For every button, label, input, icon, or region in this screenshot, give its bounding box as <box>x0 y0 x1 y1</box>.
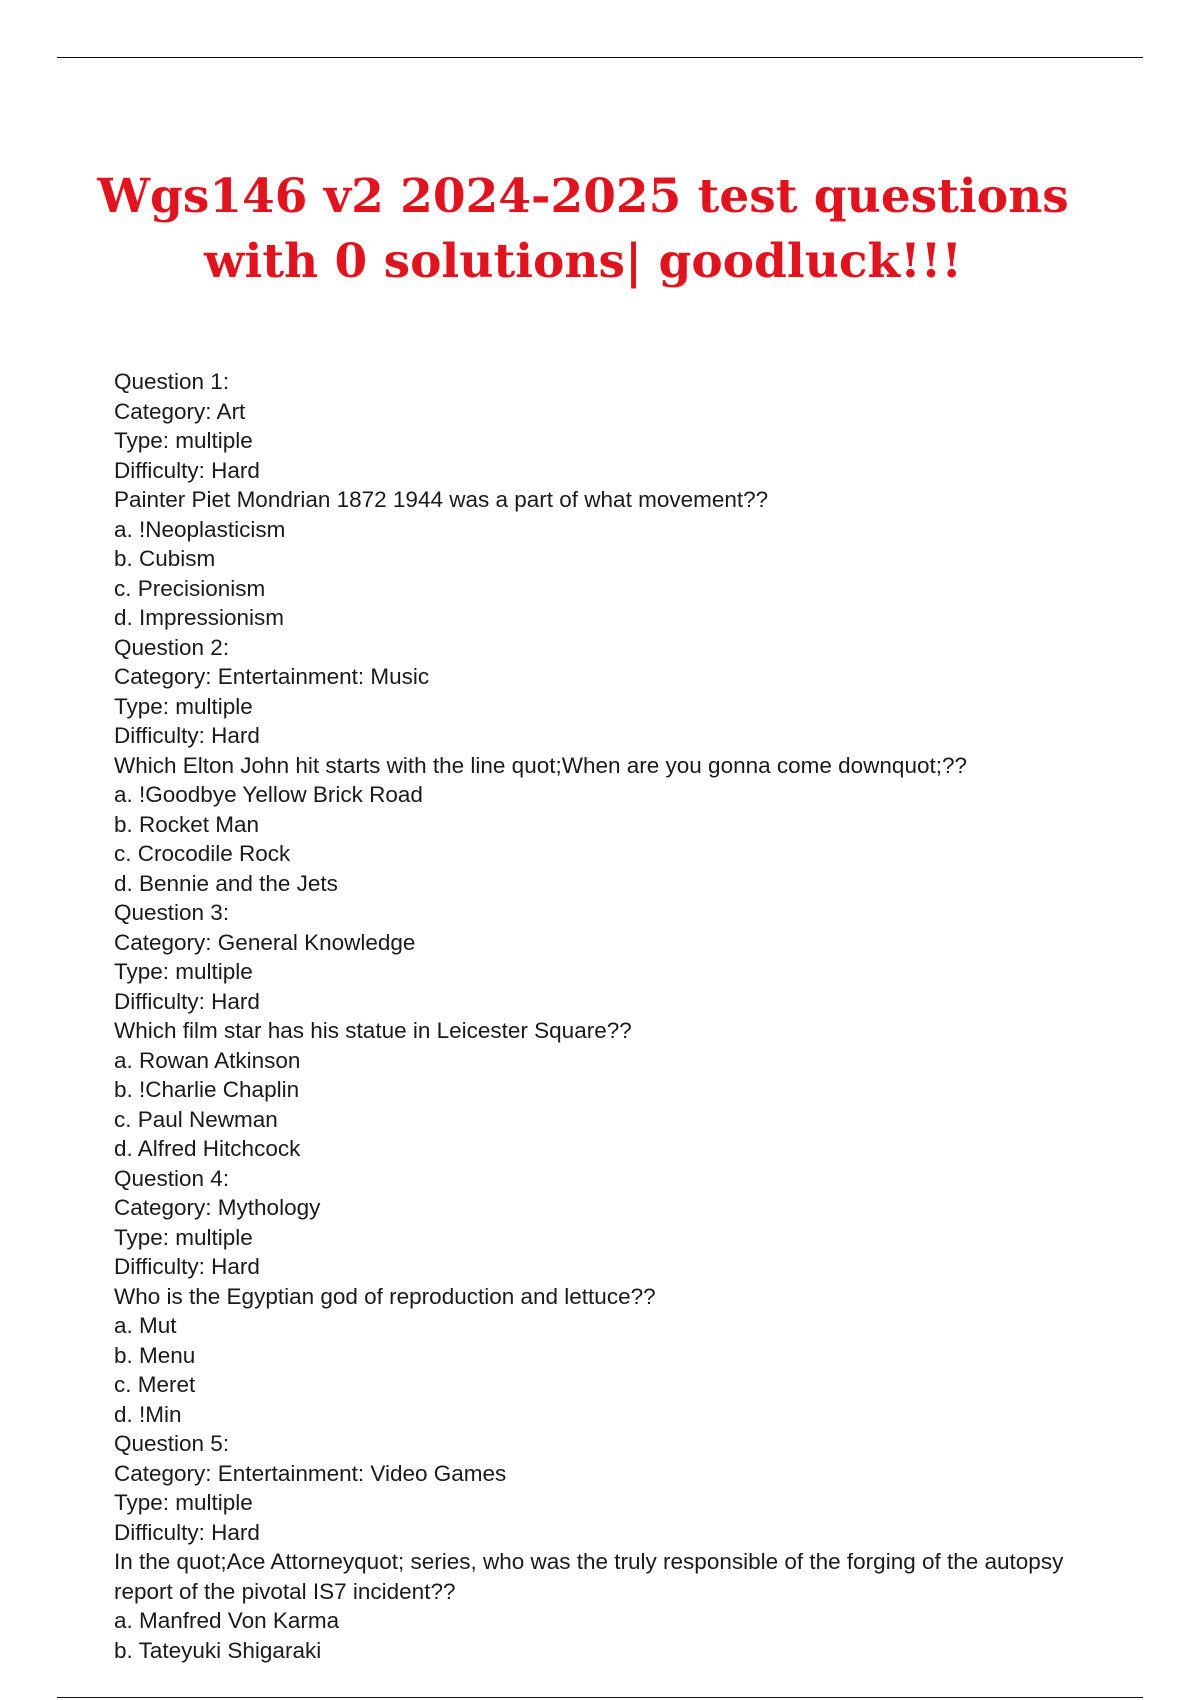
question-category: Category: Art <box>114 398 246 424</box>
answer-option: b. Menu <box>114 1342 196 1368</box>
answer-option: a. Manfred Von Karma <box>114 1608 340 1633</box>
answer-option: a. !Goodbye Yellow Brick Road <box>114 782 423 807</box>
answer-option: b. Rocket Man <box>114 811 260 837</box>
answer-option: b. Cubism <box>114 546 216 571</box>
question-difficulty: Difficulty: Hard <box>114 1519 260 1545</box>
question-type: Type: multiple <box>114 1224 253 1250</box>
answer-option: d. Bennie and the Jets <box>114 870 338 896</box>
question-prompt: In the quot;Ace Attorneyquot; series, who was the truly responsible of the forging of the autopsy report of the pivotal IS7 incident?? <box>114 1549 1064 1604</box>
question-difficulty: Difficulty: Hard <box>114 1254 260 1279</box>
question-block-2 <box>114 633 1114 899</box>
answer-option: c. Paul Newman <box>114 1106 278 1132</box>
question-category: Category: General Knowledge <box>114 929 416 955</box>
question-difficulty: Difficulty: Hard <box>114 457 260 483</box>
answer-option: c. Precisionism <box>114 575 266 601</box>
question-difficulty: Difficulty: Hard <box>114 723 260 748</box>
question-category: Category: Mythology <box>114 1195 321 1220</box>
answer-option: a. !Neoplasticism <box>114 516 286 542</box>
answer-option: b. Tateyuki Shigaraki <box>114 1637 322 1663</box>
document-title <box>0 164 1166 294</box>
answer-option: a. Mut <box>114 1313 177 1338</box>
question-difficulty: Difficulty: Hard <box>114 988 260 1014</box>
question-list <box>114 367 1114 1665</box>
question-type: Type: multiple <box>114 693 253 719</box>
question-category: Category: Entertainment: Video Games <box>114 1460 507 1486</box>
answer-option: d. Impressionism <box>114 605 285 630</box>
answer-option: a. Rowan Atkinson <box>114 1047 301 1073</box>
question-block-1 <box>114 367 1114 633</box>
question-type: Type: multiple <box>114 959 253 984</box>
question-heading: Question 1: <box>114 369 230 394</box>
question-prompt: Painter Piet Mondrian 1872 1944 was a part of what movement?? <box>114 487 769 512</box>
answer-option: b. !Charlie Chaplin <box>114 1077 300 1102</box>
answer-option: d. Alfred Hitchcock <box>114 1136 301 1161</box>
question-block-4 <box>114 1164 1114 1430</box>
answer-option: c. Crocodile Rock <box>114 841 291 866</box>
question-heading: Question 3: <box>114 900 230 925</box>
question-heading: Question 5: <box>114 1431 230 1456</box>
document-title-line-1: Wgs146 v2 2024-2025 test questions <box>97 169 1069 224</box>
question-prompt: Who is the Egyptian god of reproduction and lettuce?? <box>114 1283 656 1309</box>
question-block-5 <box>114 1429 1114 1665</box>
question-category: Category: Entertainment: Music <box>114 664 430 689</box>
answer-option: d. !Min <box>114 1401 182 1427</box>
question-block-3 <box>114 898 1114 1164</box>
answer-option: c. Meret <box>114 1372 196 1397</box>
question-prompt: Which Elton John hit starts with the line quot;When are you gonna come downquot;?? <box>114 752 968 778</box>
question-heading: Question 2: <box>114 634 230 660</box>
question-prompt: Which film star has his statue in Leicester Square?? <box>114 1018 632 1043</box>
question-type: Type: multiple <box>114 1490 253 1515</box>
question-heading: Question 4: <box>114 1165 230 1191</box>
bottom-rule <box>57 1697 1143 1698</box>
question-type: Type: multiple <box>114 428 253 453</box>
document-title-line-2: with 0 solutions| goodluck!!! <box>204 234 962 289</box>
top-rule <box>57 57 1143 58</box>
